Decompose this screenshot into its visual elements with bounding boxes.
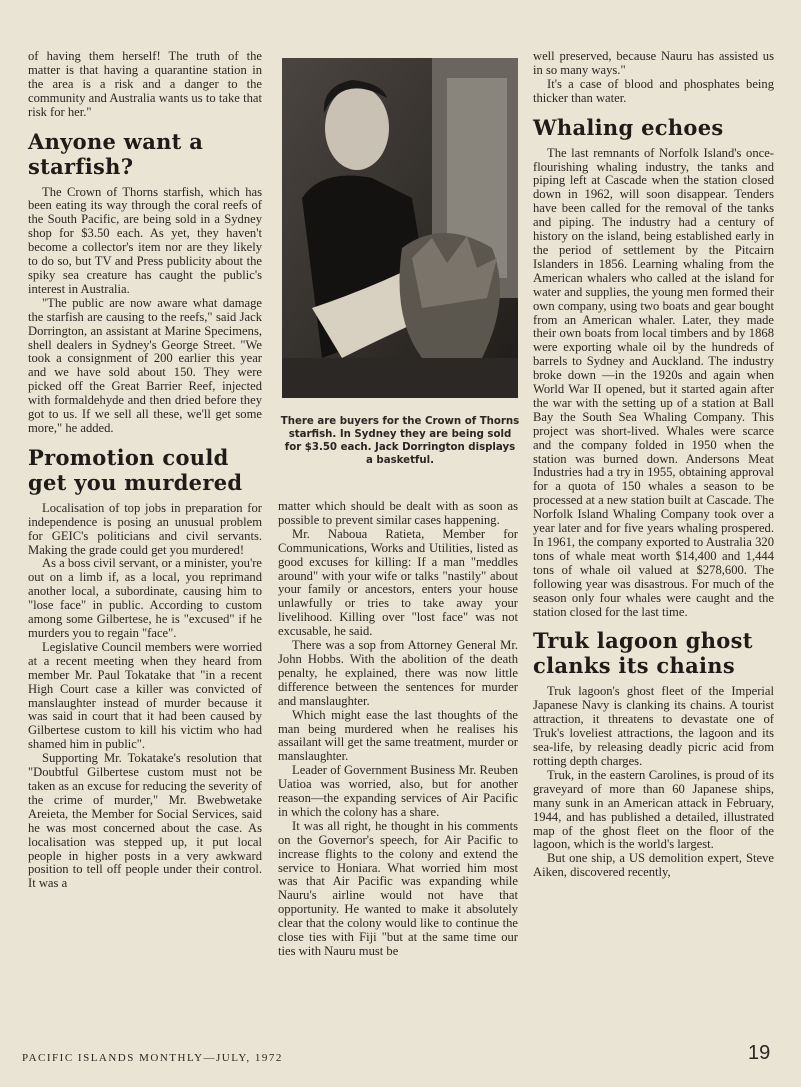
column-middle [278,500,518,959]
promotion-paragraph: Legislative Council members were worried at a recent meeting when they heard from member Mr. Paul Tokatake that "in a recent High Court case a killer was convicted of manslaughter instead of murder because it was said in court that it had been caused by Gilbertese custom to kill his victim who had shamed him in public". [28,639,262,752]
promotion-paragraph: Which might ease the last thoughts of the man being murdered when he realises his assailant will get the same treatment, murder or manslaughter. [278,707,518,764]
blood-phosphates-paragraph: It's a case of blood and phosphates being thicker than water. [533,76,774,105]
promotion-paragraph: Leader of Government Business Mr. Reuben Uatioa was worried, also, but for another reason—the expanding services of Air Pacific in which the colony has a share. [278,763,518,819]
promotion-paragraph: Supporting Mr. Tokatake's resolution that "Doubtful Gilbertese custom must not be taken as an excuse for reducing the severity of the crime of murder," Mr. Bwebwetake Areieta, the Member for Social Services, said he was most concerned about the case. As localisation was stepped up, it put local people in higher posts in a very awkward position to tell off people under their control. It was a [28,751,262,891]
photo-caption: There are buyers for the Crown of Thorns starfish. In Sydney they are being sold for $3.50 each. Jack Dorrington displays a basketful. [280,416,520,466]
quarantine-continuation: of having them herself! The truth of the matter is that having a quarantine station in the area is a risk and a danger to the community and Australia wants us to take that risk for her." [28,49,262,119]
nauru-continuation: well preserved, because Nauru has assisted us in so many ways." [533,49,774,77]
photo-illustration [282,58,518,398]
truk-paragraph: But one ship, a US demolition expert, Steve Aiken, discovered recently, [533,851,774,880]
whaling-paragraph: The last remnants of Norfolk Island's once-flourishing whaling industry, the tanks and piping left at Cascade when the station closed down in 1962, will soon disappear. Tenders have been called for the removal of the tanks and piping. The industry had a century of history on the island, being established early in the period of settlement by the Pitcairn Islanders in 1856. Learning whaling from the American whalers who called at the island for water and supplies, the young men formed their own company, using two boats and gear bought from an American whaler. Later, they made their own boats from local timbers and by 1868 were exporting whale oil by the hundreds of barrels to Sydney and Auckland. The industry broke down —in the 1920s and again when World War II opened, but it started again after the war with the setting up of a station at Ball Bay the South Sea Whaling Company. This project was short-lived. Whales were scarce and the company folded in 1950 when the station was burned down. Andersons Meat Industries had a try in 1955, obtaining approval for a quota of 150 whales a season to be processed at a new station built at Cascade. The Norfolk Island Whaling Company took over a year later and for five years whaling prospered. In 1961, the company exported to Australia 320 tons of whale meat worth $14,400 and 1,444 tons of whale oil valued at $278,600. The following year was disastrous. For much of the season only four whales were caught and the station closed for the last time. [533,145,774,619]
promotion-paragraph: There was a sop from Attorney General Mr. John Hobbs. With the abolition of the death penalty, he explained, there was now little difference between the sentences for murder and manslaughter. [278,638,518,708]
truk-paragraph: Truk, in the eastern Carolines, is proud of its graveyard of more than 60 Japanese ships, many sunk in an American attack in February, 1944, and has published a detailed, illustrated map of the ghost fleet on the floor of the lagoon, which is the world's largest. [533,767,774,852]
promotion-paragraph: Localisation of top jobs in preparation for independence is posing an unusual problem for GEIC's politicians and civil servants. Making the grade could get you murdered! [28,500,262,557]
photo-jack-dorrington [282,58,518,398]
promotion-paragraph: It was all right, he thought in his comments on the Governor's speech, for Air Pacific to increase flights to the colony and extend the service to Honiara. What worried him most was that Air Pacific was expanding while Nauru's airline would not have that opportunity. He wanted to make it absolutely clear that the colony would like to continue the close ties with Fiji "but at the same time our ties with Nauru must be [278,818,518,958]
headline-starfish: Anyone want a starfish? [28,128,204,179]
column-left [28,50,262,891]
truk-paragraph: Truk lagoon's ghost fleet of the Imperial Japanese Navy is clanking its chains. A tourist attraction, it threatens to devastate one of Truk's loveliest attractions, the lagoon and its sea-life, by releasing deadly picric acid from rotting depth charges. [533,684,774,768]
column-right [533,50,774,880]
headline-promotion: Promotion could get you murdered [28,444,243,495]
promotion-continuation: matter which should be dealt with as soon as possible to prevent similar cases happening. [278,499,518,527]
promotion-paragraph: Mr. Naboua Ratieta, Member for Communications, Works and Utilities, listed as good excuses for killing: If a man "meddles around" with your wife or talks "nastily" about your family or ancestors, enters your house unlawfully or tries to take away your livelihood. Killing over "lost face" was not excusable, he said. [278,526,518,639]
starfish-paragraph: "The public are now aware what damage the starfish are causing to the reefs," said Jack Dorrington, an assistant at Marine Specimens, shell dealers in Sydney's George Street. "We took a consignment of 200 earlier this year and we have sold about 150. They were picked off the Great Barrier Reef, injected with formaldehyde and then dried before they got to us. If we sell all these, we'll get some more," he added. [28,295,262,435]
starfish-paragraph: The Crown of Thorns starfish, which has been eating its way through the coral reefs of the South Pacific, are being sold in a Sydney shop for $3.50 each. As yet, they haven't become a collector's item nor are they likely to do so, but TV and Press publicity about the spiky sea creature has caught the public's interest in Australia. [28,184,262,296]
page-footer: PACIFIC ISLANDS MONTHLY—JULY, 1972 [22,1052,283,1064]
headline-whaling: Whaling echoes [533,114,724,140]
headline-truk: Truk lagoon ghost clanks its chains [533,628,753,679]
promotion-paragraph: As a boss civil servant, or a minister, you're out on a limb if, as a local, you reprimand another local, a subordinate, causing him to "lose face" in public. According to custom among some Gilbertese, he is "excused" if he murders you to regain "face". [28,556,263,640]
page-number: 19 [748,1042,771,1064]
